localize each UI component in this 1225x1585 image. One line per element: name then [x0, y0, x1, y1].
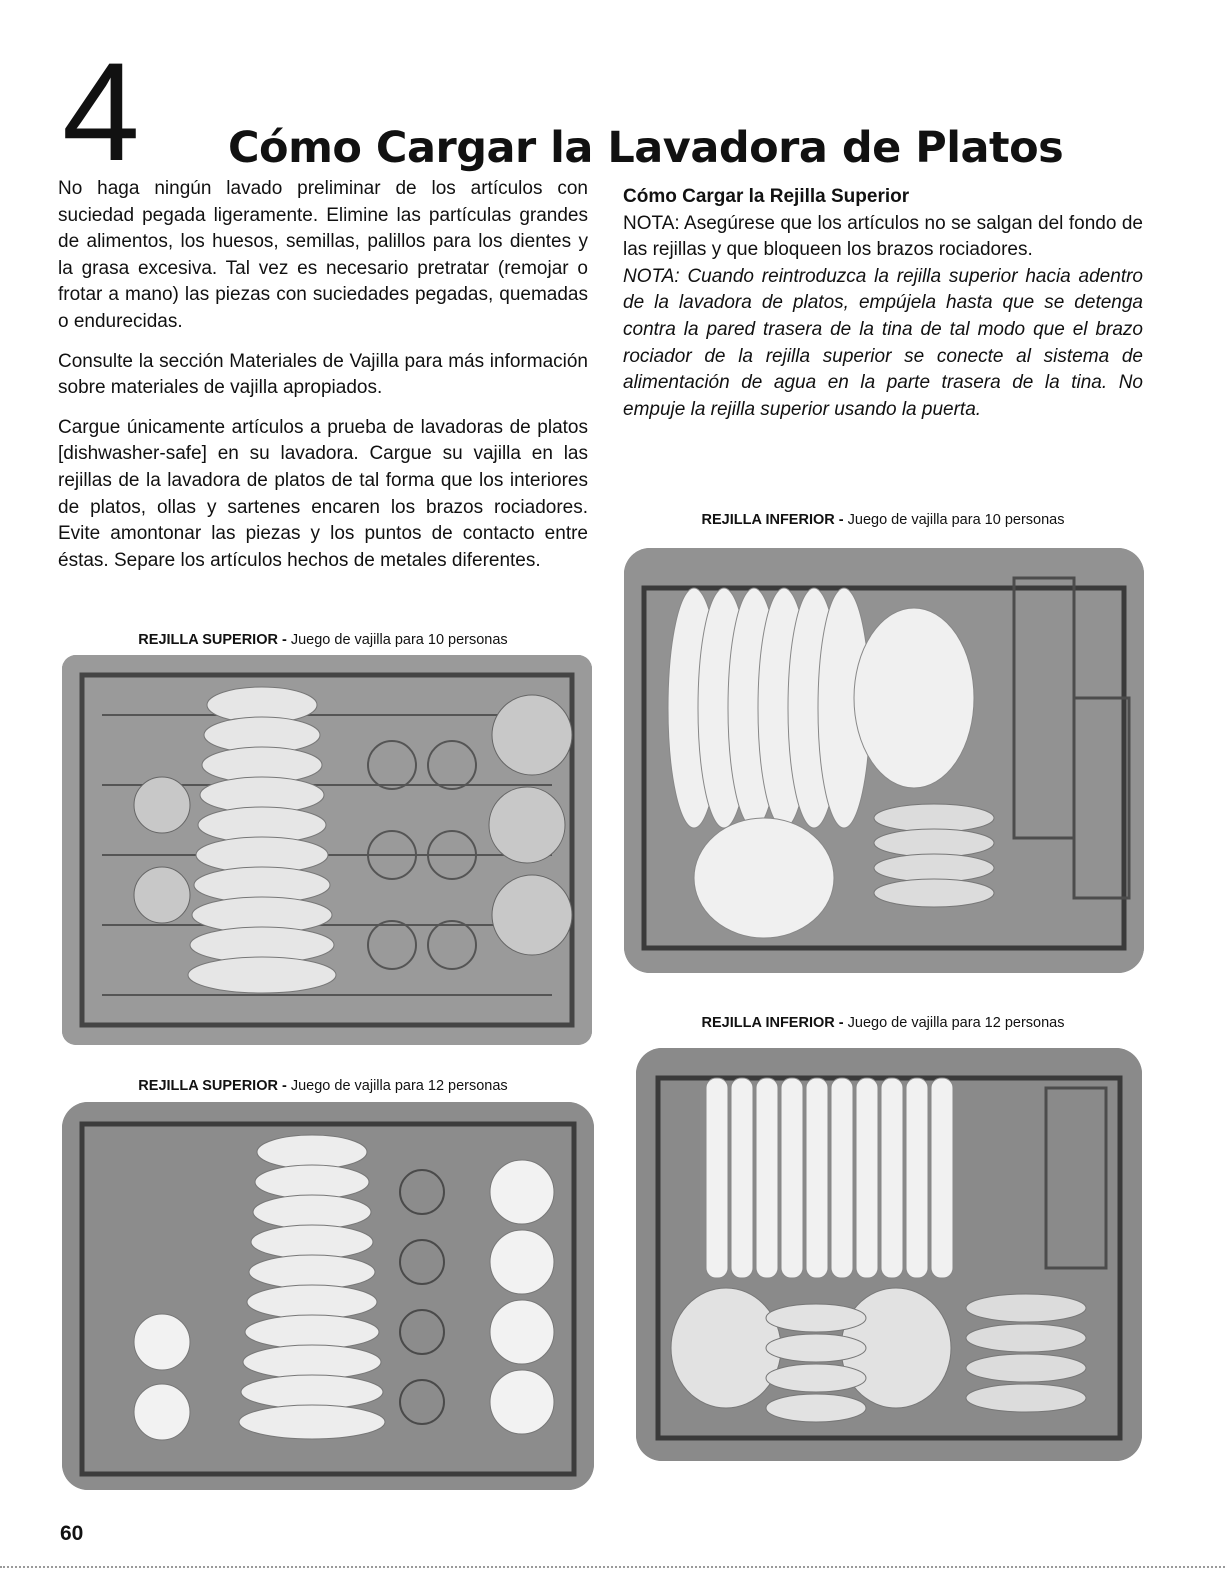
figure-caption-description: Juego de vajilla para 10 personas: [290, 632, 508, 648]
page-bottom-divider: [0, 1566, 1225, 1568]
figure-caption-label: REJILLA SUPERIOR: [138, 632, 278, 648]
page-title: Cómo Cargar la Lavadora de Platos: [228, 123, 1064, 173]
figure-caption: REJILLA SUPERIOR - Juego de vajilla para 12 personas: [138, 1078, 508, 1094]
note-italic-text: NOTA: Cuando reintroduzca la rejilla superior hacia adentro de la lavadora de platos, empújela hasta que se detenga contra la pared trasera de la tina de tal modo que el brazo rociador de la rejilla superior se conecte al sistema de alimentación de agua en la parte trasera de la tina. No empuje la rejilla superior usando la puerta.: [623, 265, 1143, 420]
upper-rack-instructions: [623, 184, 1143, 423]
figure-caption-description: Juego de vajilla para 10 personas: [847, 512, 1065, 528]
intro-paragraph: Cargue únicamente artículos a prueba de lavadoras de platos [dishwasher-safe] en su lavadora. Cargue su vajilla en las rejillas de la lavadora de platos de tal forma que los interiores de platos, ollas y sartenes encaren los brazos rociadores. Evite amontonar las piezas y los puntos de contacto entre éstas. Separe los artículos hechos de metales diferentes.: [58, 416, 588, 571]
figure-caption-label: REJILLA SUPERIOR: [138, 1078, 278, 1094]
section-subheading: Cómo Cargar la Rejilla Superior: [623, 186, 910, 207]
upper-rack-12-photo: [62, 1102, 594, 1490]
intro-paragraph: Consulte la sección Materiales de Vajilla para más información sobre materiales de vajilla apropiados.: [58, 350, 588, 399]
intro-text-column: [58, 176, 588, 587]
figure-caption: REJILLA INFERIOR - Juego de vajilla para 12 personas: [701, 1015, 1065, 1031]
figure-caption-label: REJILLA INFERIOR: [701, 512, 835, 528]
upper-rack-10-photo: [62, 655, 592, 1045]
intro-paragraph: No haga ningún lavado preliminar de los artículos con suciedad pegada ligeramente. Elimine las partículas grandes de alimentos, los huesos, semillas, palillos para los dientes y la grasa excesiva. Tal vez es necesario pretratar (remojar o frotar a mano) las piezas con suciedades pegadas, quemadas o endurecidas.: [58, 178, 588, 332]
figure-caption: REJILLA INFERIOR - Juego de vajilla para 10 personas: [701, 512, 1065, 528]
figure-caption: REJILLA SUPERIOR - Juego de vajilla para 10 personas: [138, 632, 508, 648]
figure-caption-description: Juego de vajilla para 12 personas: [290, 1078, 508, 1094]
figure-caption-label: REJILLA INFERIOR: [701, 1015, 835, 1031]
chapter-number: 4: [62, 33, 138, 190]
lower-rack-12-photo: [636, 1048, 1142, 1461]
page-number: 60: [60, 1522, 84, 1545]
note-text: NOTA: Asegúrese que los artículos no se salgan del fondo de las rejillas y que bloqueen los brazos rociadores.: [623, 212, 1143, 261]
figure-caption-description: Juego de vajilla para 12 personas: [847, 1015, 1065, 1031]
lower-rack-10-photo: [624, 548, 1144, 973]
